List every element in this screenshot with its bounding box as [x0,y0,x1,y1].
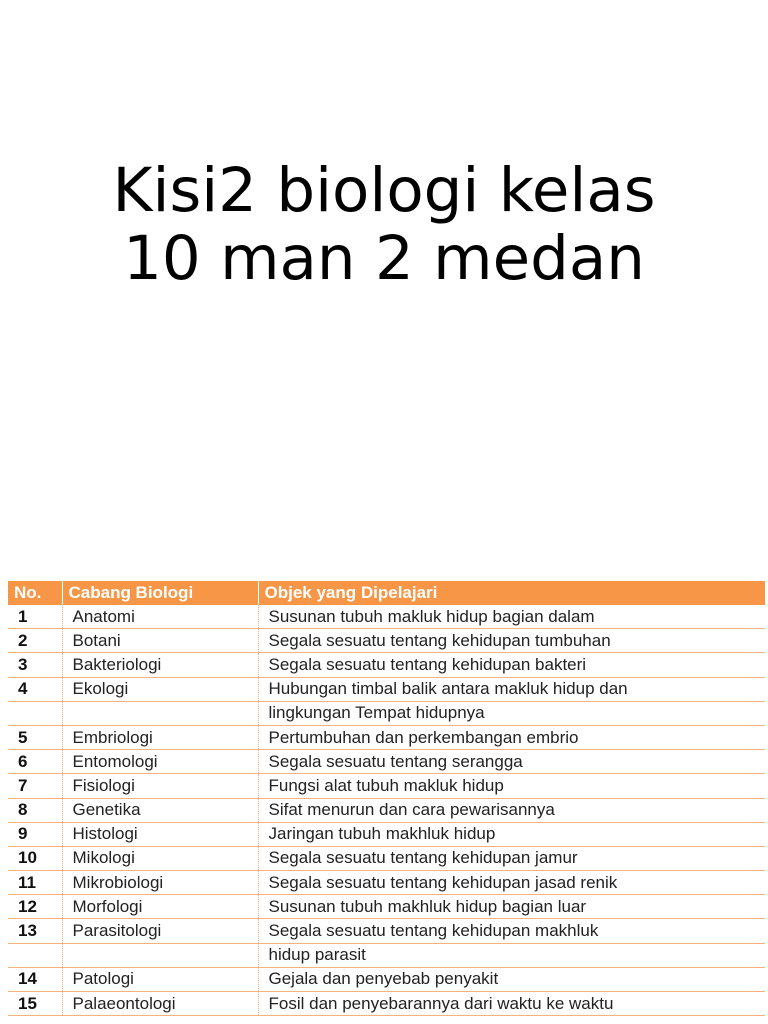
row-objek: Segala sesuatu tentang serangga [258,750,765,774]
row-number: 11 [8,871,62,895]
header-objek-dipelajari: Objek yang Dipelajari [258,581,765,605]
row-objek: hidup parasit [258,943,765,967]
row-cabang: Ekologi [62,677,258,701]
row-objek: Segala sesuatu tentang kehidupan bakteri [258,653,765,677]
table-row [8,992,765,1016]
row-cabang: Patologi [62,967,258,991]
row-objek: Gejala dan penyebab penyakit [258,967,765,991]
row-cabang: Mikologi [62,846,258,870]
table-row [8,750,765,774]
row-cabang: Embriologi [62,725,258,749]
table-row-continuation [8,701,765,725]
table-row [8,871,765,895]
page-title [0,157,768,293]
table-row [8,774,765,798]
row-number: 9 [8,822,62,846]
row-cabang: Anatomi [62,605,258,629]
row-cabang: Entomologi [62,750,258,774]
table-row [8,725,765,749]
header-no: No. [8,581,62,605]
table-row [8,605,765,629]
table-row [8,653,765,677]
row-number: 13 [8,919,62,943]
table-row [8,846,765,870]
row-objek: Jaringan tubuh makhluk hidup [258,822,765,846]
table-row [8,798,765,822]
table-row [8,967,765,991]
row-objek: Segala sesuatu tentang kehidupan makhluk [258,919,765,943]
row-objek: Pertumbuhan dan perkembangan embrio [258,725,765,749]
table-row [8,919,765,943]
row-number: 1 [8,605,62,629]
row-cabang: Bakteriologi [62,653,258,677]
row-number [8,943,62,967]
title-line-2: 10 man 2 medan [123,223,645,294]
row-objek: Susunan tubuh makluk hidup bagian dalam [258,605,765,629]
row-objek: Susunan tubuh makhluk hidup bagian luar [258,895,765,919]
row-objek: Fungsi alat tubuh makluk hidup [258,774,765,798]
row-number: 15 [8,992,62,1016]
row-cabang: Mikrobiologi [62,871,258,895]
row-cabang: Morfologi [62,895,258,919]
table-row [8,895,765,919]
row-objek: Segala sesuatu tentang kehidupan jasad renik [258,871,765,895]
row-cabang: Parasitologi [62,919,258,943]
header-cabang-biologi: Cabang Biologi [62,581,258,605]
title-line-1: Kisi2 biologi kelas [112,155,656,226]
row-cabang: Histologi [62,822,258,846]
table-row-continuation [8,943,765,967]
row-objek: lingkungan Tempat hidupnya [258,701,765,725]
row-number: 10 [8,846,62,870]
row-cabang [62,701,258,725]
row-number: 8 [8,798,62,822]
row-number: 12 [8,895,62,919]
row-cabang: Palaeontologi [62,992,258,1016]
row-objek: Sifat menurun dan cara pewarisannya [258,798,765,822]
row-objek: Segala sesuatu tentang kehidupan jamur [258,846,765,870]
row-number [8,701,62,725]
row-number: 3 [8,653,62,677]
table-header-row [8,581,765,605]
table-row [8,677,765,701]
row-number: 5 [8,725,62,749]
table-row [8,629,765,653]
row-cabang [62,943,258,967]
row-cabang: Fisiologi [62,774,258,798]
row-cabang: Genetika [62,798,258,822]
row-objek: Hubungan timbal balik antara makluk hidup dan [258,677,765,701]
row-cabang: Botani [62,629,258,653]
biology-branches-table [8,581,765,1016]
row-number: 6 [8,750,62,774]
row-number: 4 [8,677,62,701]
table-row [8,822,765,846]
row-number: 2 [8,629,62,653]
row-number: 7 [8,774,62,798]
row-objek: Segala sesuatu tentang kehidupan tumbuhan [258,629,765,653]
row-number: 14 [8,967,62,991]
row-objek: Fosil dan penyebarannya dari waktu ke waktu [258,992,765,1016]
